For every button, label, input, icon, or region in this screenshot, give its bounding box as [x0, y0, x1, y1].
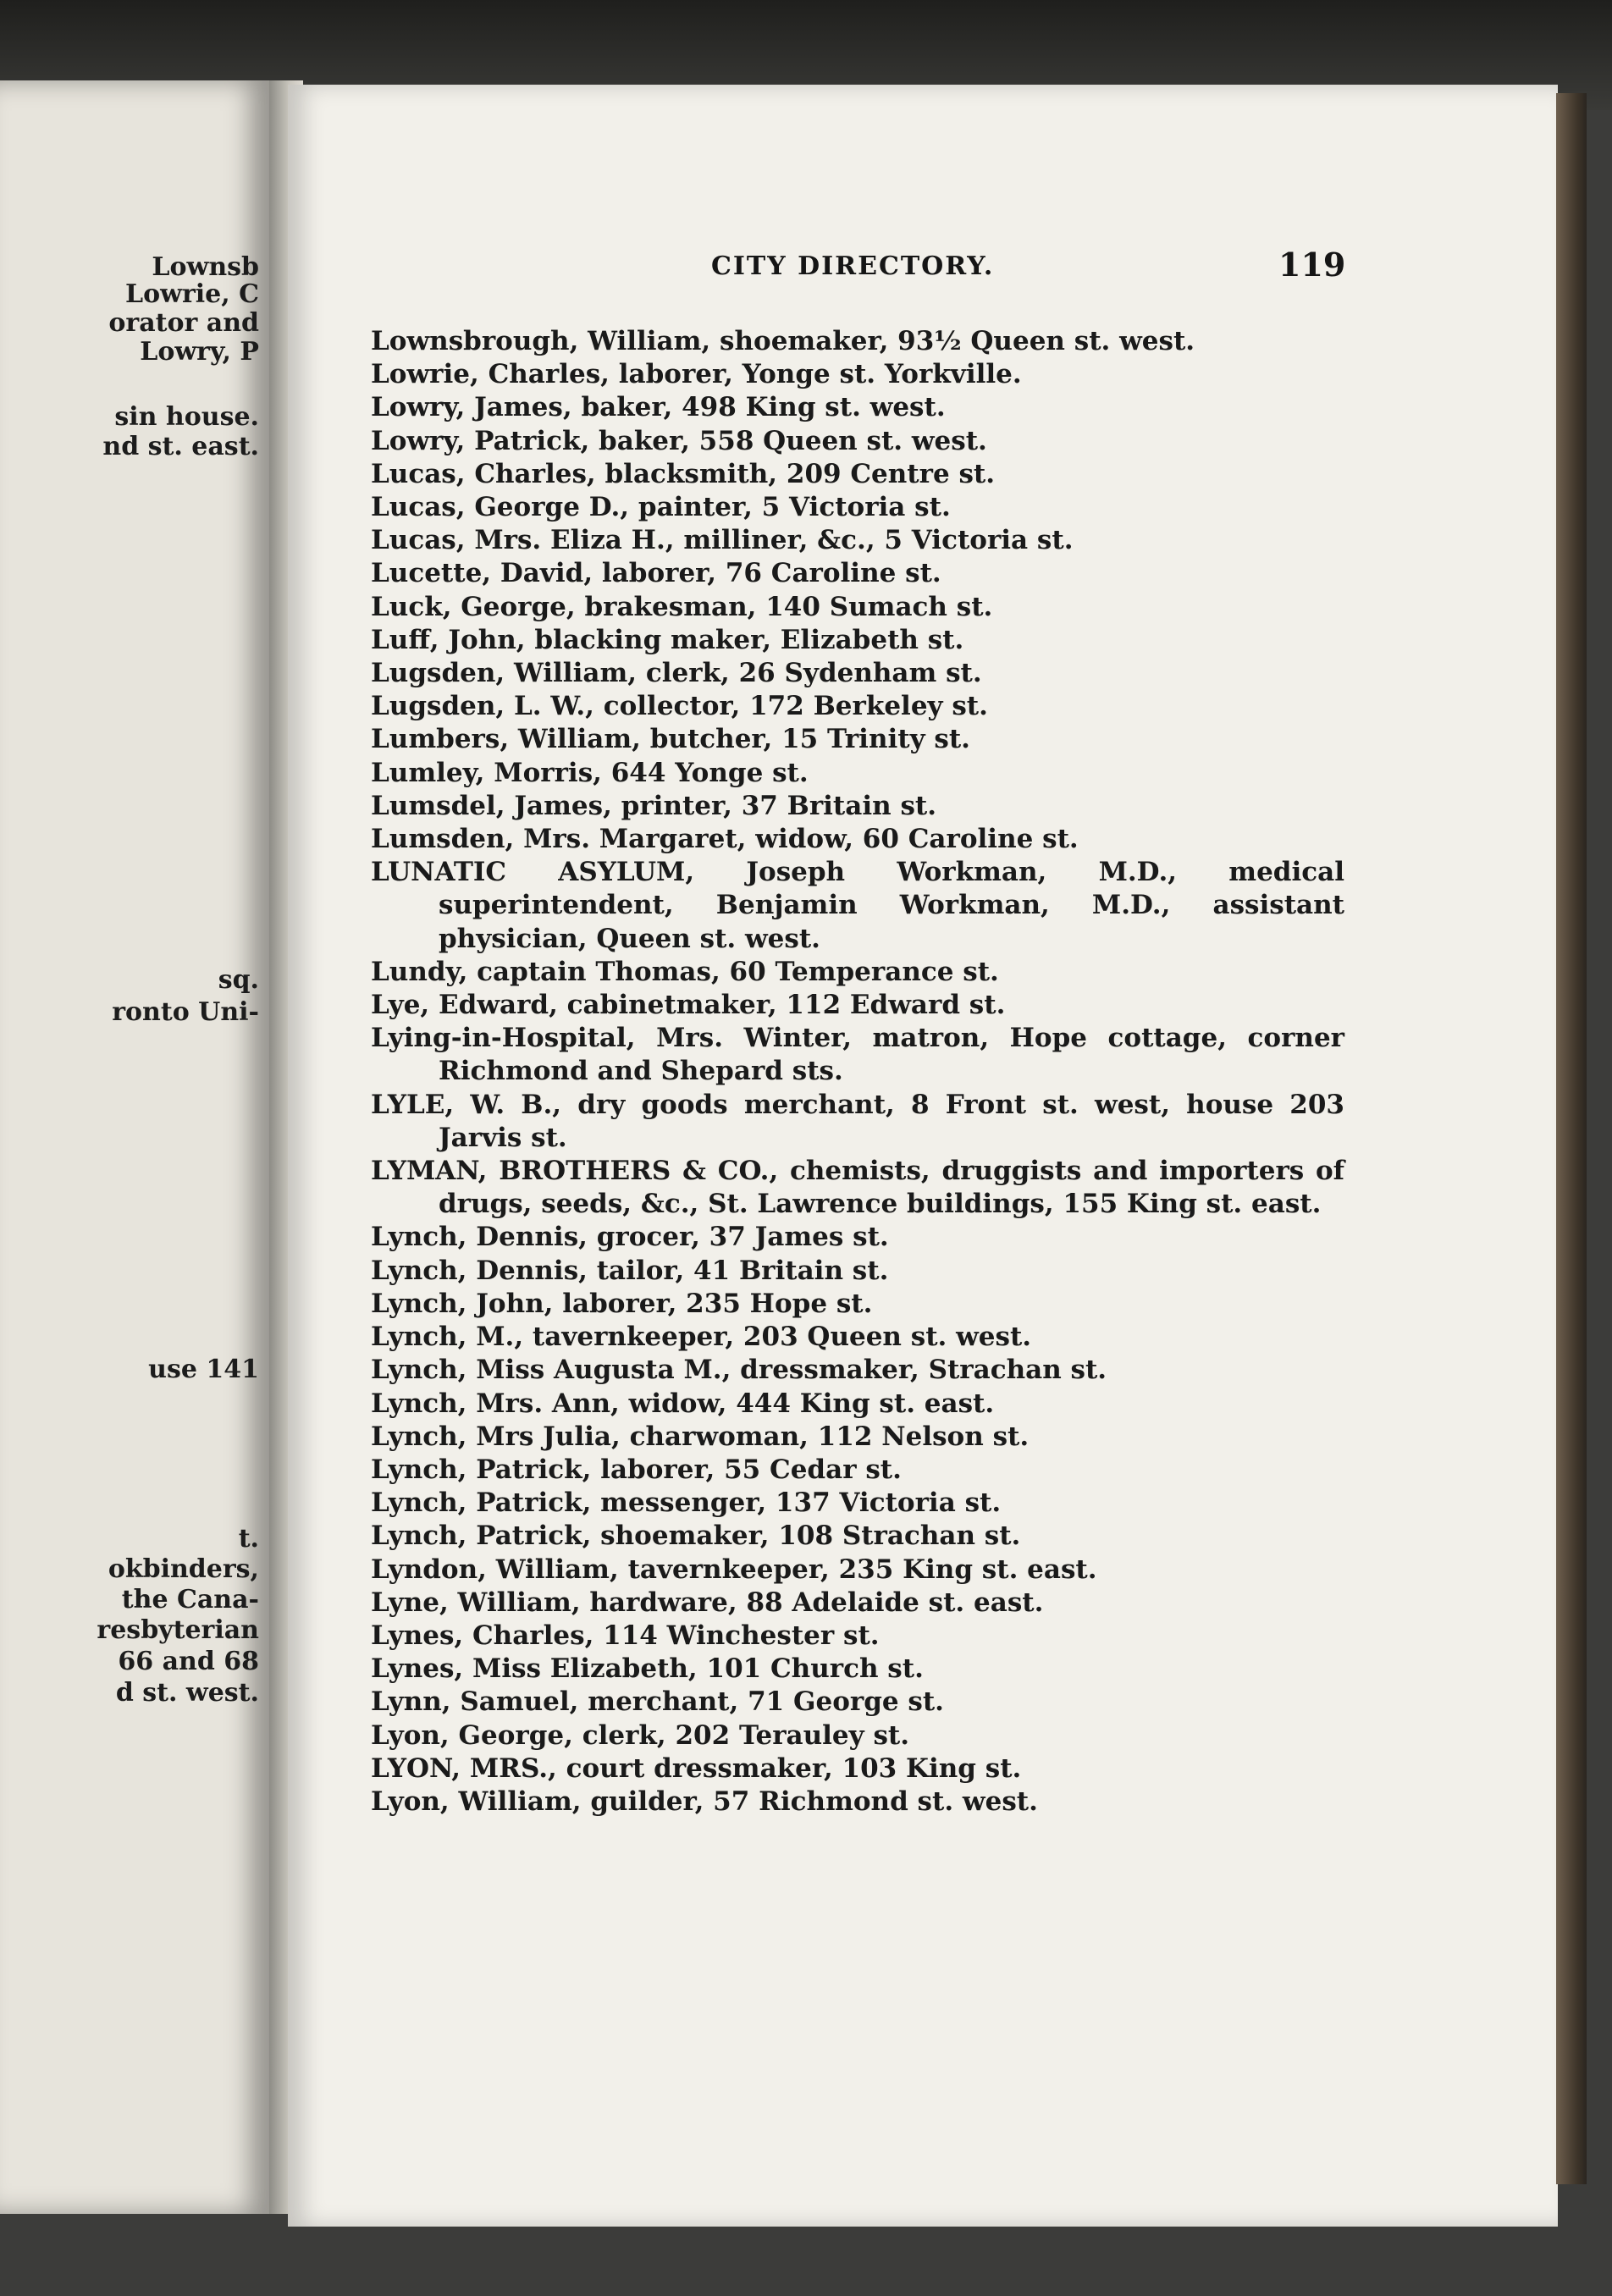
directory-entry: Lyon, William, guilder, 57 Richmond st. west.: [371, 1785, 1038, 1817]
directory-entry: Lumley, Morris, 644 Yonge st.: [371, 757, 809, 788]
directory-entry: Lynch, Mrs Julia, charwoman, 112 Nelson st.: [371, 1421, 1030, 1452]
left-page-fragment: okbinders,: [108, 1554, 259, 1584]
left-page-fragment: the Cana-: [121, 1585, 259, 1614]
directory-entry: Luck, George, brakesman, 140 Sumach st.: [371, 591, 993, 622]
directory-entry: Lyon, George, clerk, 202 Terauley st.: [371, 1719, 910, 1751]
directory-entry: Lynch, Miss Augusta M., dressmaker, Strachan st.: [371, 1355, 1107, 1386]
directory-entry: Lucas, Charles, blacksmith, 209 Centre st.: [371, 458, 996, 489]
left-page-fragment: nd st. east.: [102, 432, 259, 461]
left-page-fragment: use 141: [148, 1355, 259, 1384]
directory-entry: Lownsbrough, William, shoemaker, 93½ Queen st. west.: [371, 326, 1195, 356]
left-page-fragment: sq.: [218, 965, 259, 995]
directory-entry: Lumsdel, James, printer, 37 Britain st.: [371, 790, 937, 821]
running-head: CITY DIRECTORY.: [711, 251, 995, 281]
directory-entries: [371, 325, 1344, 1819]
left-page-fragment: Lowry, P: [140, 337, 259, 367]
directory-entry: Lynes, Miss Elizabeth, 101 Church st.: [371, 1653, 924, 1685]
directory-entry: Lowry, Patrick, baker, 558 Queen st. west.: [371, 425, 987, 456]
directory-entry: Luff, John, blacking maker, Elizabeth st.: [371, 624, 964, 655]
left-page-fragment: t.: [238, 1524, 259, 1554]
directory-entry: Lye, Edward, cabinetmaker, 112 Edward st.: [371, 990, 1006, 1021]
directory-entry: Lucette, David, laborer, 76 Caroline st.: [371, 558, 941, 589]
left-page-fragment: sin house.: [114, 402, 259, 432]
directory-entry: Lying-in-Hospital, Mrs. Winter, matron, Hope cottage, corner Richmond and Shepard sts.: [371, 1023, 1344, 1087]
directory-entry: Lucas, George D., painter, 5 Victoria st.: [371, 492, 951, 523]
directory-entry: Lynch, Patrick, messenger, 137 Victoria st.: [371, 1487, 1002, 1519]
directory-entry: Lynes, Charles, 114 Winchester st.: [371, 1620, 880, 1651]
directory-entry: LYLE, W. B., dry goods merchant, 8 Front st. west, house 203 Jarvis st.: [371, 1089, 1344, 1153]
page-edge: [1556, 93, 1587, 2184]
directory-entry: LYMAN, BROTHERS & CO., chemists, druggists and importers of drugs, seeds, &c., St. Lawrence buildings, 155 King st. east.: [371, 1156, 1344, 1220]
directory-entry: Lumsden, Mrs. Margaret, widow, 60 Caroline st.: [371, 824, 1079, 855]
left-page-fragment: Lownsb: [152, 252, 259, 282]
left-page-fragment: 66 and 68: [118, 1647, 259, 1676]
directory-entry: LYON, MRS., court dressmaker, 103 King st.: [371, 1752, 1022, 1784]
directory-entry: Lucas, Mrs. Eliza H., milliner, &c., 5 Victoria st.: [371, 525, 1074, 556]
directory-entry: Lynch, M., tavernkeeper, 203 Queen st. west.: [371, 1322, 1032, 1353]
left-page-fragment: ronto Uni-: [112, 997, 259, 1027]
left-page-fragment: resbyterian: [97, 1615, 259, 1645]
directory-entry: Lugsden, L. W., collector, 172 Berkeley st.: [371, 691, 988, 722]
directory-entry: Lyndon, William, tavernkeeper, 235 King st. east.: [371, 1554, 1097, 1585]
directory-entry: Lugsden, William, clerk, 26 Sydenham st.: [371, 658, 982, 689]
directory-entry: Lyne, William, hardware, 88 Adelaide st. east.: [371, 1587, 1044, 1618]
left-page-fragment: Lowrie, C: [125, 279, 259, 309]
directory-entry: Lowry, James, baker, 498 King st. west.: [371, 392, 946, 423]
directory-entry: Lynch, Patrick, shoemaker, 108 Strachan st.: [371, 1521, 1021, 1552]
left-page-fragment: d st. west.: [115, 1678, 259, 1708]
directory-entry: LUNATIC ASYLUM, Joseph Workman, M.D., medical superintendent, Benjamin Workman, M.D., assistant physician, Queen st. west.: [371, 857, 1344, 954]
directory-entry: Lynch, Patrick, laborer, 55 Cedar st.: [371, 1454, 902, 1485]
directory-entry: Lowrie, Charles, laborer, Yonge st. Yorkville.: [371, 359, 1022, 390]
directory-entry: Lumbers, William, butcher, 15 Trinity st.: [371, 724, 970, 755]
page-number: 119: [1278, 246, 1346, 284]
directory-entry: Lynch, John, laborer, 235 Hope st.: [371, 1288, 873, 1319]
directory-entry: Lundy, captain Thomas, 60 Temperance st.: [371, 956, 999, 987]
left-page-fragment: orator and: [108, 308, 259, 338]
directory-entry: Lynn, Samuel, merchant, 71 George st.: [371, 1686, 944, 1718]
left-page: [0, 80, 269, 2214]
directory-entry: Lynch, Dennis, tailor, 41 Britain st.: [371, 1255, 889, 1286]
directory-entry: Lynch, Dennis, grocer, 37 James st.: [371, 1222, 889, 1253]
directory-entry: Lynch, Mrs. Ann, widow, 444 King st. east.: [371, 1388, 995, 1419]
